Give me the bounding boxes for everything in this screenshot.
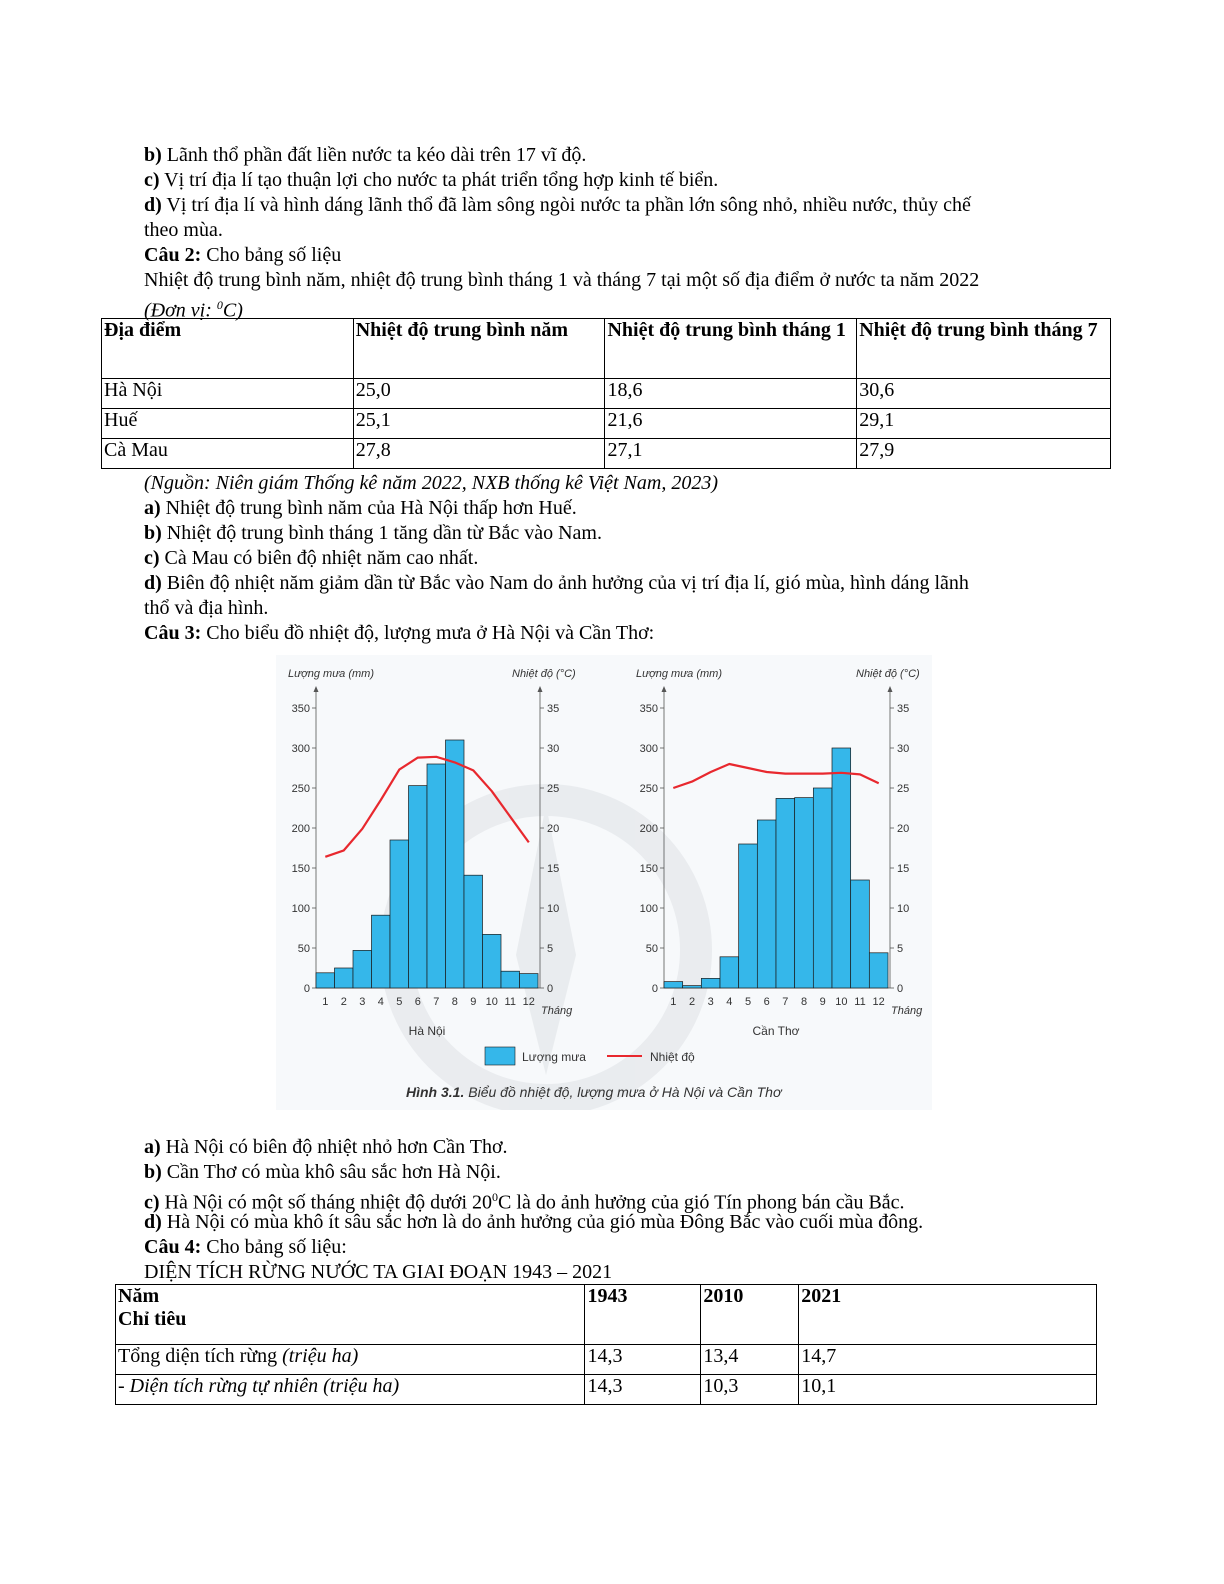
table-cell: Tổng diện tích rừng (triệu ha) (116, 1345, 585, 1375)
temp-tick-label: 5 (547, 943, 554, 955)
q3-option-b: b) Cần Thơ có mùa khô sâu sắc hơn Hà Nội. (144, 1161, 501, 1183)
month-tick-label: 1 (670, 996, 677, 1008)
q2-option-d-cont: thổ và địa hình. (144, 597, 269, 619)
month-tick-label: 8 (451, 996, 458, 1008)
rain-bar (353, 950, 372, 988)
table-cell: 14,3 (585, 1375, 701, 1405)
legend-rain-label: Lượng mưa (522, 1050, 586, 1064)
table-cell: 27,1 (605, 439, 857, 469)
q2-option-d: d) Biên độ nhiệt năm giảm dần từ Bắc vào Nam do ảnh hưởng của vị trí địa lí, gió mùa, hình dáng lãnh (144, 572, 969, 594)
table-cell: 27,9 (857, 439, 1111, 469)
table-cell: 29,1 (857, 409, 1111, 439)
table-cell: 10,1 (799, 1375, 1097, 1405)
rain-bar (520, 974, 539, 988)
rain-tick-label: 300 (639, 743, 658, 755)
table-cell: Hà Nội (102, 379, 354, 409)
rain-bar (832, 748, 851, 988)
rain-bar (664, 982, 683, 988)
month-tick-label: 4 (726, 996, 733, 1008)
table-header-cell: 2021 (799, 1285, 1097, 1345)
month-tick-label: 2 (340, 996, 347, 1008)
temp-tick-label: 35 (897, 703, 910, 715)
month-tick-label: 7 (782, 996, 789, 1008)
month-tick-label: 11 (504, 996, 516, 1008)
climate-chart-svg (276, 655, 932, 1110)
rain-bar (390, 840, 409, 988)
rain-tick-label: 0 (303, 983, 310, 995)
rain-axis-title: Lượng mưa (mm) (636, 668, 722, 680)
table-row (102, 409, 1111, 439)
table-row (102, 379, 1111, 409)
table-row (102, 439, 1111, 469)
table-cell: Cà Mau (102, 439, 354, 469)
table-cell: 13,4 (701, 1345, 799, 1375)
q3-option-c: c) Hà Nội có một số tháng nhiệt độ dưới $20^0C$ là do ảnh hưởng của gió Tín phong bán cầu Bắc. (144, 1190, 905, 1214)
q2-table-title: Nhiệt độ trung bình năm, nhiệt độ trung bình tháng 1 và tháng 7 tại một số địa điểm ở nước ta năm 2022 (144, 269, 980, 291)
temp-tick-label: 5 (897, 943, 904, 955)
rain-bar (851, 880, 870, 988)
temp-tick-label: 20 (547, 823, 560, 835)
month-tick-label: 6 (414, 996, 421, 1008)
month-tick-label: 12 (522, 996, 535, 1008)
q2-option-c: c) Cà Mau có biên độ nhiệt năm cao nhất. (144, 547, 479, 569)
q1-option-d: d) Vị trí địa lí và hình dáng lãnh thổ đã làm sông ngòi nước ta phần lớn sông nhỏ, nhiều nước, thủy chế (144, 194, 971, 216)
table-header-cell: Nhiệt độ trung bình tháng 1 (605, 319, 857, 379)
table-header-cell: Nhiệt độ trung bình năm (353, 319, 605, 379)
rain-tick-label: 350 (639, 703, 658, 715)
table-header-cell: Địa điểm (102, 319, 354, 379)
temp-tick-label: 30 (897, 743, 910, 755)
table-header-cell: 1943 (585, 1285, 701, 1345)
month-tick-label: 12 (872, 996, 885, 1008)
x-axis-title: Tháng (541, 1005, 573, 1017)
q1-option-d-cont: theo mùa. (144, 219, 223, 241)
month-tick-label: 7 (433, 996, 440, 1008)
x-axis-title: Tháng (891, 1005, 923, 1017)
rain-bar (409, 786, 428, 988)
rain-tick-label: 50 (297, 943, 310, 955)
temp-tick-label: 25 (547, 783, 560, 795)
rain-bar (701, 978, 720, 988)
rain-tick-label: 150 (291, 863, 310, 875)
figure-caption: Hình 3.1. Biểu đồ nhiệt độ, lượng mưa ở Hà Nội và Cần Thơ (406, 1084, 782, 1100)
table-cell: 14,7 (799, 1345, 1097, 1375)
table-cell: 10,3 (701, 1375, 799, 1405)
table-cell: 25,0 (353, 379, 605, 409)
legend-temp-label: Nhiệt độ (650, 1050, 695, 1064)
rain-bar (683, 986, 702, 988)
month-tick-label: 6 (763, 996, 770, 1008)
rain-axis-title: Lượng mưa (mm) (288, 668, 374, 680)
table-header-cell: Năm Chỉ tiêu (116, 1285, 585, 1345)
temp-axis-title: Nhiệt độ (°C) (856, 668, 920, 680)
temp-axis-title: Nhiệt độ (°C) (512, 668, 576, 680)
rain-tick-label: 100 (291, 903, 310, 915)
rain-bar (501, 971, 520, 988)
month-tick-label: 9 (819, 996, 826, 1008)
rain-tick-label: 300 (291, 743, 310, 755)
month-tick-label: 1 (322, 996, 329, 1008)
q2-unit: (Đơn vị: $^0$C) (144, 298, 243, 322)
q3-heading: Câu 3: Cho biểu đồ nhiệt độ, lượng mưa ở Hà Nội và Cần Thơ: (144, 622, 655, 644)
rain-tick-label: 0 (651, 983, 658, 995)
rain-bar (372, 915, 391, 988)
temp-tick-label: 35 (547, 703, 560, 715)
rain-bar (757, 820, 776, 988)
table-header-cell: Nhiệt độ trung bình tháng 7 (857, 319, 1111, 379)
rain-bar (813, 788, 832, 988)
q2-option-b: b) Nhiệt độ trung bình tháng 1 tăng dần từ Bắc vào Nam. (144, 522, 602, 544)
temp-tick-label: 20 (897, 823, 910, 835)
q1-option-b: b) Lãnh thổ phần đất liền nước ta kéo dài trên 17 vĩ độ. (144, 144, 587, 166)
q4-heading: Câu 4: Cho bảng số liệu: (144, 1236, 347, 1258)
rain-bar (739, 844, 758, 988)
table-cell: Huế (102, 409, 354, 439)
q3-option-a: a) Hà Nội có biên độ nhiệt nhỏ hơn Cần Thơ. (144, 1136, 508, 1158)
q2-heading: Câu 2: Cho bảng số liệu (144, 244, 342, 266)
q2-option-a: a) Nhiệt độ trung bình năm của Hà Nội thấp hơn Huế. (144, 497, 577, 519)
table-cell: - Diện tích rừng tự nhiên (triệu ha) (116, 1375, 585, 1405)
month-tick-label: 10 (835, 996, 848, 1008)
rain-tick-label: 50 (645, 943, 658, 955)
table-cell: 25,1 (353, 409, 605, 439)
rain-bar (427, 764, 446, 988)
table-cell: 27,8 (353, 439, 605, 469)
rain-bar (335, 968, 354, 988)
rain-tick-label: 250 (639, 783, 658, 795)
table-cell: 30,6 (857, 379, 1111, 409)
q4-table-title: DIỆN TÍCH RỪNG NƯỚC TA GIAI ĐOẠN 1943 – 2021 (144, 1261, 613, 1283)
temp-tick-label: 0 (547, 983, 554, 995)
month-tick-label: 11 (854, 996, 866, 1008)
temp-tick-label: 15 (897, 863, 910, 875)
table-header-row (116, 1285, 1097, 1345)
rain-bar (483, 934, 502, 988)
climate-chart-figure (276, 655, 932, 1110)
rain-bar (464, 875, 483, 988)
table-row (116, 1345, 1097, 1375)
temp-tick-label: 30 (547, 743, 560, 755)
month-tick-label: 3 (359, 996, 366, 1008)
q3-option-d: d) Hà Nội có mùa khô ít sâu sắc hơn là do ảnh hưởng của gió mùa Đông Bắc vào cuối mùa đông. (144, 1211, 924, 1233)
rain-tick-label: 100 (639, 903, 658, 915)
month-tick-label: 5 (396, 996, 403, 1008)
month-tick-label: 8 (800, 996, 808, 1008)
rain-bar (446, 740, 465, 988)
table-cell: 21,6 (605, 409, 857, 439)
table-header-row (102, 319, 1111, 379)
station-label: Hà Nội (408, 1024, 446, 1038)
rain-tick-label: 350 (291, 703, 310, 715)
temp-tick-label: 10 (897, 903, 910, 915)
rain-bar (869, 953, 888, 988)
month-tick-label: 3 (707, 996, 714, 1008)
temp-tick-label: 10 (547, 903, 560, 915)
rain-bar (795, 798, 814, 988)
legend-rain-swatch (485, 1047, 515, 1065)
temp-tick-label: 25 (897, 783, 910, 795)
rain-tick-label: 150 (639, 863, 658, 875)
month-tick-label: 9 (470, 996, 477, 1008)
forest-area-table (115, 1284, 1097, 1405)
rain-tick-label: 200 (291, 823, 310, 835)
month-tick-label: 5 (744, 996, 752, 1008)
temp-tick-label: 0 (897, 983, 904, 995)
rain-bar (776, 798, 795, 988)
q1-option-c: c) Vị trí địa lí tạo thuận lợi cho nước ta phát triển tổng hợp kinh tế biển. (144, 169, 719, 191)
rain-tick-label: 200 (639, 823, 658, 835)
temp-tick-label: 15 (547, 863, 560, 875)
table-row (116, 1375, 1097, 1405)
q2-source: (Nguồn: Niên giám Thống kê năm 2022, NXB thống kê Việt Nam, 2023) (144, 472, 719, 494)
month-tick-label: 4 (377, 996, 384, 1008)
table-cell: 14,3 (585, 1345, 701, 1375)
temperature-table (101, 318, 1111, 469)
station-label: Cần Thơ (752, 1024, 800, 1038)
rain-tick-label: 250 (291, 783, 310, 795)
table-cell: 18,6 (605, 379, 857, 409)
month-tick-label: 2 (688, 996, 696, 1008)
table-header-cell: 2010 (701, 1285, 799, 1345)
rain-bar (720, 957, 739, 988)
month-tick-label: 10 (485, 996, 498, 1008)
rain-bar (316, 973, 335, 988)
